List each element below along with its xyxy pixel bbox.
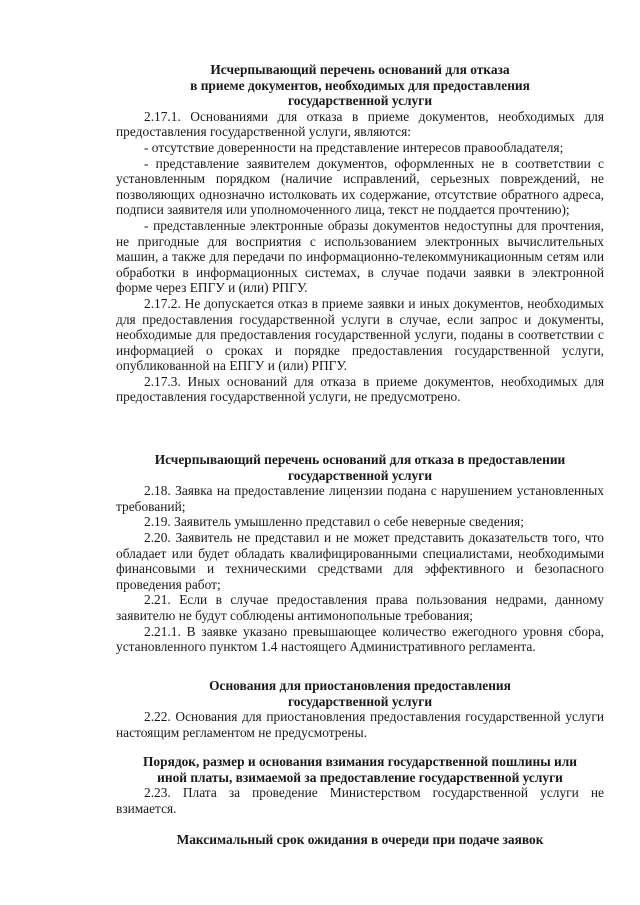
heading-line: государственной услуги <box>287 693 433 709</box>
heading-line: Основания для приостановления предоставления <box>209 678 511 693</box>
section-heading <box>116 754 604 785</box>
paragraph: 2.17.3. Иных оснований для отказа в приеме документов, необходимых для предоставления государственной услуги, не предусмотрено. <box>116 373 604 405</box>
section-refusal-service <box>116 452 604 655</box>
heading-line: иной платы, взимаемой за предоставление государственной услуги <box>157 769 563 785</box>
section-heading <box>116 452 604 483</box>
section-heading <box>116 678 604 709</box>
paragraph: - представленные электронные образы документов недоступны для прочтения, не пригодные для восприятия с использованием электронных вычислительных машин, а также для передачи по информационно-телекоммуникационным сетям или обработки в информационных системах, в случае подачи заявки в электронной форме через ЕПГУ и (или) РПГУ. <box>116 217 604 296</box>
paragraph: 2.22. Основания для приостановления предоставления государственной услуги настоящим регламентом не предусмотрены. <box>116 709 604 740</box>
heading-line: Исчерпывающий перечень оснований для отказа в предоставлении <box>154 452 566 467</box>
section-refusal-acceptance <box>116 62 604 405</box>
paragraph: 2.21. Если в случае предоставления права пользования недрами, данному заявителю не будут соблюдены антимонопольные требования; <box>116 592 604 623</box>
section-heading <box>116 62 604 109</box>
paragraph: 2.18. Заявка на предоставление лицензии подана с нарушением установленных требований; <box>116 483 604 514</box>
section-heading <box>116 832 604 848</box>
paragraph: 2.17.1. Основаниями для отказа в приеме документов, необходимых для предоставления государственной услуги, являются: <box>116 108 604 140</box>
paragraph: 2.19. Заявитель умышленно представил о себе неверные сведения; <box>144 514 524 530</box>
paragraph: 2.17.2. Не допускается отказ в приеме заявки и иных документов, необходимых для предоставления государственной услуги в случае, если запрос и документы, необходимые для предоставления государственной услуги, поданы в соответствии с информацией о сроках и порядке предоставления государственной услуги, опубликованной на ЕПГУ и (или) РПГУ. <box>116 295 604 374</box>
heading-line: государственной услуги <box>287 93 433 109</box>
heading-line: Максимальный срок ожидания в очереди при подаче заявок <box>176 832 544 847</box>
paragraph: 2.20. Заявитель не представил и не может представить доказательств того, что обладает или будет обладать квалифицированными специалистами, необходимыми финансовыми и техническими средствами для эффективного и безопасного проведения работ; <box>116 529 604 592</box>
section-suspension <box>116 678 604 740</box>
paragraph: - представление заявителем документов, оформленных не в соответствии с установленным порядком (наличие исправлений, серьезных повреждений, не позволяющих однозначно истолковать их содержание, отсутствие обратного адреса, подписи заявителя или уполномоченного лица, текст не поддается прочтению); <box>116 155 604 218</box>
paragraph: - отсутствие доверенности на представление интересов правообладателя; <box>144 139 564 155</box>
section-queue-time <box>116 832 604 848</box>
heading-line: государственной услуги <box>287 467 433 483</box>
heading-line: в приеме документов, необходимых для предоставления <box>190 77 530 93</box>
heading-line: Порядок, размер и основания взимания государственной пошлины или <box>143 754 577 769</box>
heading-line: Исчерпывающий перечень оснований для отказа <box>210 62 510 77</box>
paragraph: 2.21.1. В заявке указано превышающее количество ежегодного уровня сбора, установленного пунктом 1.4 настоящего Административного регламента. <box>116 623 604 655</box>
section-fees <box>116 754 604 816</box>
paragraph: 2.23. Плата за проведение Министерством государственной услуги не взимается. <box>116 785 604 816</box>
